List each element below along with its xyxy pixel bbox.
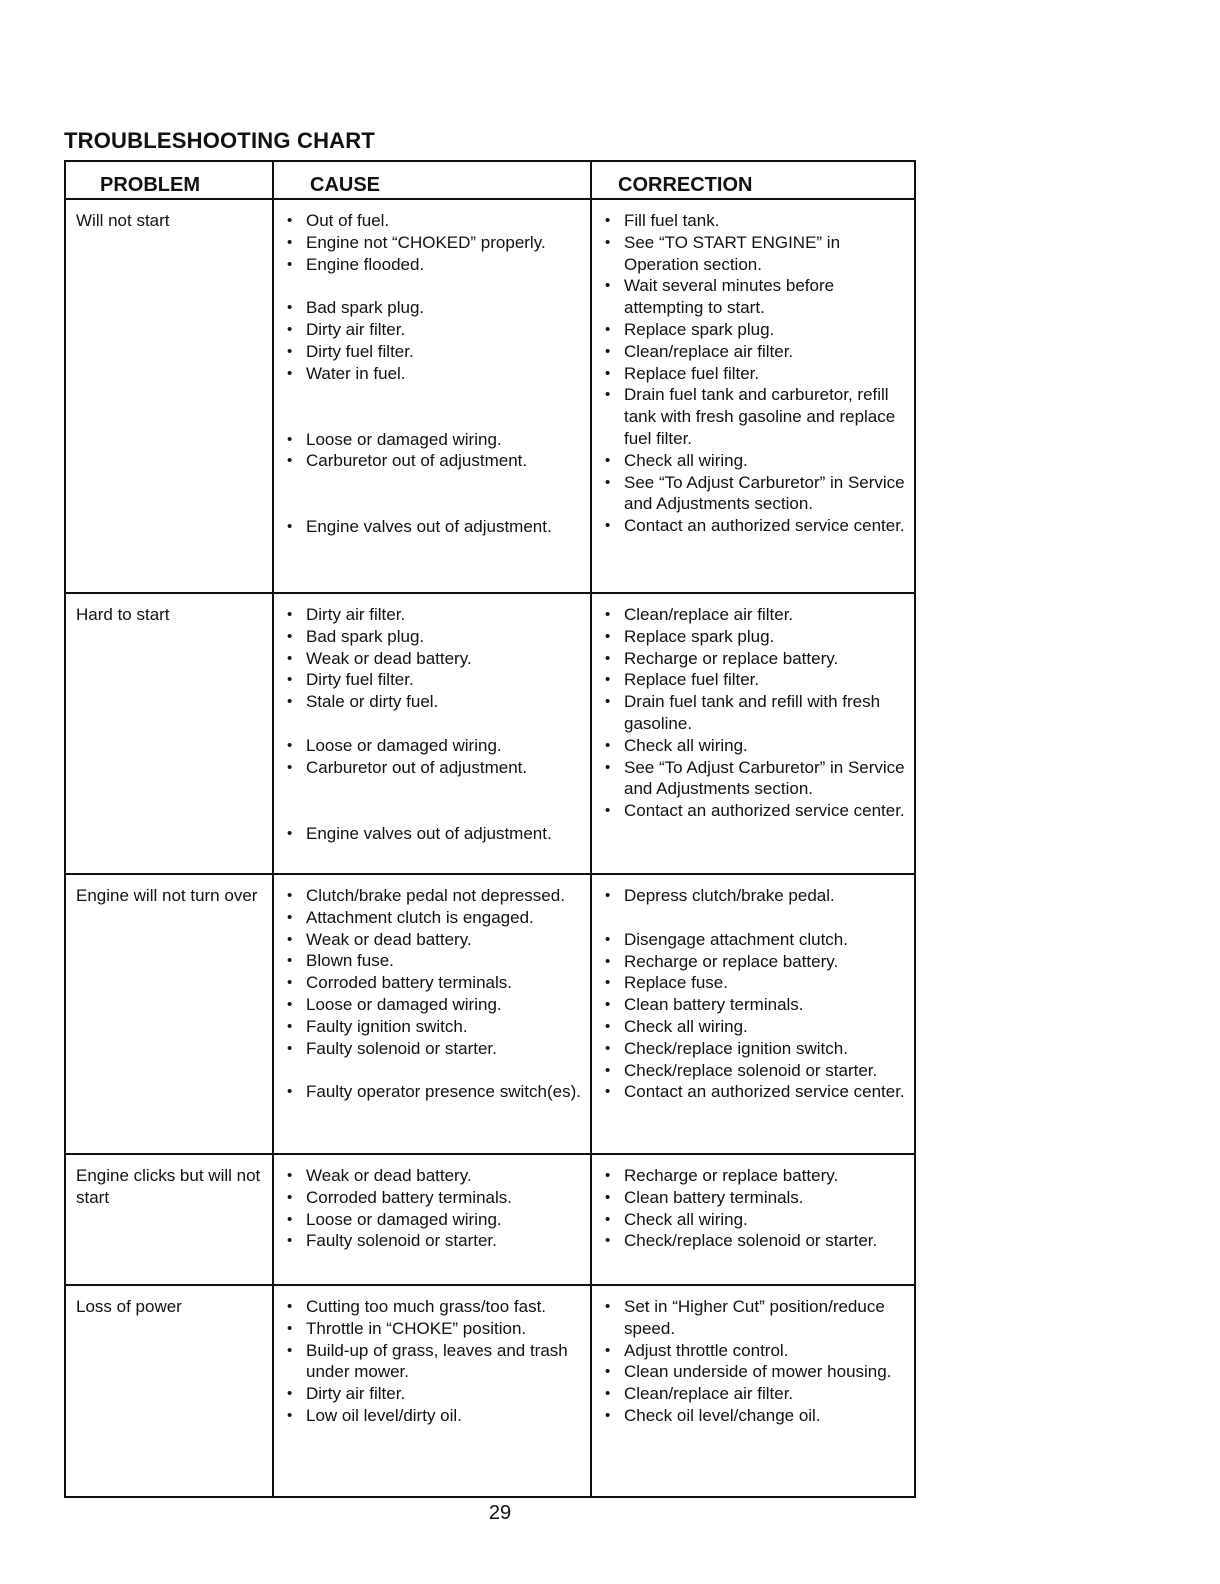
problem-cell: Engine clicks but will not start: [65, 1154, 273, 1285]
table-row: [65, 199, 915, 593]
cause-cell: [273, 1154, 591, 1285]
header-row: [65, 161, 915, 199]
correction-item: • See “To Adjust Carburetor” in Service and Adjustments section.: [600, 757, 908, 801]
correction-item: • Replace fuel filter.: [600, 669, 908, 691]
header-problem: PROBLEM: [65, 161, 273, 199]
table-row: [65, 1285, 915, 1497]
correction-item: • Replace fuse.: [600, 972, 908, 994]
cause-item: • Dirty air filter.: [282, 604, 584, 626]
correction-item: • Drain fuel tank and refill with fresh gasoline.: [600, 691, 908, 735]
cause-item: • Stale or dirty fuel.: [282, 691, 584, 713]
cause-item: • Attachment clutch is engaged.: [282, 907, 584, 929]
table-row: [65, 1154, 915, 1285]
chart-title: TROUBLESHOOTING CHART: [64, 128, 375, 153]
correction-cell: [591, 593, 915, 874]
correction-cell: [591, 1285, 915, 1497]
correction-item: • See “TO START ENGINE” in Operation section.: [600, 232, 908, 276]
correction-item: • Clean battery terminals.: [600, 994, 908, 1016]
cause-item: • Weak or dead battery.: [282, 648, 584, 670]
cause-item: • Loose or damaged wiring.: [282, 429, 584, 451]
troubleshooting-table: [64, 160, 916, 1498]
cause-item: • Water in fuel.: [282, 363, 584, 385]
table-row: [65, 874, 915, 1154]
problem-cell: Engine will not turn over: [65, 874, 273, 1154]
cause-item: • Throttle in “CHOKE” position.: [282, 1318, 584, 1340]
cause-item: • Build-up of grass, leaves and trash under mower.: [282, 1340, 584, 1384]
cause-cell: [273, 199, 591, 593]
correction-cell: [591, 199, 915, 593]
cause-item: • Loose or damaged wiring.: [282, 1209, 584, 1231]
correction-item: • Recharge or replace battery.: [600, 1165, 908, 1187]
header-correction: CORRECTION: [591, 161, 915, 199]
cause-item: • Engine valves out of adjustment.: [282, 516, 584, 538]
correction-item: • Set in “Higher Cut” position/reduce speed.: [600, 1296, 908, 1340]
correction-item: • Contact an authorized service center.: [600, 800, 908, 822]
troubleshooting-table-container: [64, 160, 914, 1498]
cause-item: • Faulty solenoid or starter.: [282, 1038, 584, 1060]
cause-item: • Dirty air filter.: [282, 319, 584, 341]
cause-item: • Engine flooded.: [282, 254, 584, 276]
correction-item: • Clean/replace air filter.: [600, 1383, 908, 1405]
correction-item: • Check all wiring.: [600, 735, 908, 757]
cause-item: • Dirty fuel filter.: [282, 669, 584, 691]
correction-item: • Check oil level/change oil.: [600, 1405, 908, 1427]
correction-item: • Wait several minutes before attempting to start.: [600, 275, 908, 319]
cause-item: • Faulty ignition switch.: [282, 1016, 584, 1038]
cause-item: • Corroded battery terminals.: [282, 1187, 584, 1209]
correction-item: • Replace spark plug.: [600, 626, 908, 648]
correction-item: • Replace spark plug.: [600, 319, 908, 341]
cause-item: • Loose or damaged wiring.: [282, 994, 584, 1016]
correction-item: • Recharge or replace battery.: [600, 951, 908, 973]
cause-item: • Loose or damaged wiring.: [282, 735, 584, 757]
cause-item: • Engine valves out of adjustment.: [282, 823, 584, 845]
problem-cell: Loss of power: [65, 1285, 273, 1497]
page-number: 29: [488, 1502, 512, 1524]
cause-item: • Blown fuse.: [282, 950, 584, 972]
cause-item: • Bad spark plug.: [282, 626, 584, 648]
table-row: [65, 593, 915, 874]
cause-cell: [273, 593, 591, 874]
cause-item: • Faulty solenoid or starter.: [282, 1230, 584, 1252]
cause-cell: [273, 1285, 591, 1497]
correction-item: • Check all wiring.: [600, 1016, 908, 1038]
correction-item: • Replace fuel filter.: [600, 363, 908, 385]
correction-item: • See “To Adjust Carburetor” in Service and Adjustments section.: [600, 472, 908, 516]
correction-item: • Check/replace ignition switch.: [600, 1038, 908, 1060]
cause-item: • Clutch/brake pedal not depressed.: [282, 885, 584, 907]
cause-cell: [273, 874, 591, 1154]
correction-item: • Check all wiring.: [600, 450, 908, 472]
cause-item: • Low oil level/dirty oil.: [282, 1405, 584, 1427]
correction-item: • Drain fuel tank and carburetor, refill tank with fresh gasoline and replace fuel filter.: [600, 384, 908, 449]
correction-item: • Clean/replace air filter.: [600, 341, 908, 363]
cause-item: • Weak or dead battery.: [282, 1165, 584, 1187]
cause-item: • Engine not “CHOKED” properly.: [282, 232, 584, 254]
correction-item: • Clean/replace air filter.: [600, 604, 908, 626]
cause-item: • Dirty air filter.: [282, 1383, 584, 1405]
correction-cell: [591, 874, 915, 1154]
cause-item: • Out of fuel.: [282, 210, 584, 232]
correction-item: • Contact an authorized service center.: [600, 1081, 908, 1103]
cause-item: • Weak or dead battery.: [282, 929, 584, 951]
correction-item: • Check all wiring.: [600, 1209, 908, 1231]
correction-cell: [591, 1154, 915, 1285]
cause-item: • Cutting too much grass/too fast.: [282, 1296, 584, 1318]
correction-item: • Clean battery terminals.: [600, 1187, 908, 1209]
correction-item: • Check/replace solenoid or starter.: [600, 1230, 908, 1252]
cause-item: • Carburetor out of adjustment.: [282, 757, 584, 779]
correction-item: • Adjust throttle control.: [600, 1340, 908, 1362]
correction-item: • Clean underside of mower housing.: [600, 1361, 908, 1383]
correction-item: • Recharge or replace battery.: [600, 648, 908, 670]
correction-item: • Disengage attachment clutch.: [600, 929, 908, 951]
correction-item: • Check/replace solenoid or starter.: [600, 1060, 908, 1082]
correction-item: • Contact an authorized service center.: [600, 515, 908, 537]
cause-item: • Faulty operator presence switch(es).: [282, 1081, 584, 1103]
cause-item: • Carburetor out of adjustment.: [282, 450, 584, 472]
correction-item: • Fill fuel tank.: [600, 210, 908, 232]
header-cause: CAUSE: [273, 161, 591, 199]
cause-item: • Bad spark plug.: [282, 297, 584, 319]
problem-cell: Will not start: [65, 199, 273, 593]
cause-item: • Corroded battery terminals.: [282, 972, 584, 994]
problem-cell: Hard to start: [65, 593, 273, 874]
correction-item: • Depress clutch/brake pedal.: [600, 885, 908, 907]
cause-item: • Dirty fuel filter.: [282, 341, 584, 363]
